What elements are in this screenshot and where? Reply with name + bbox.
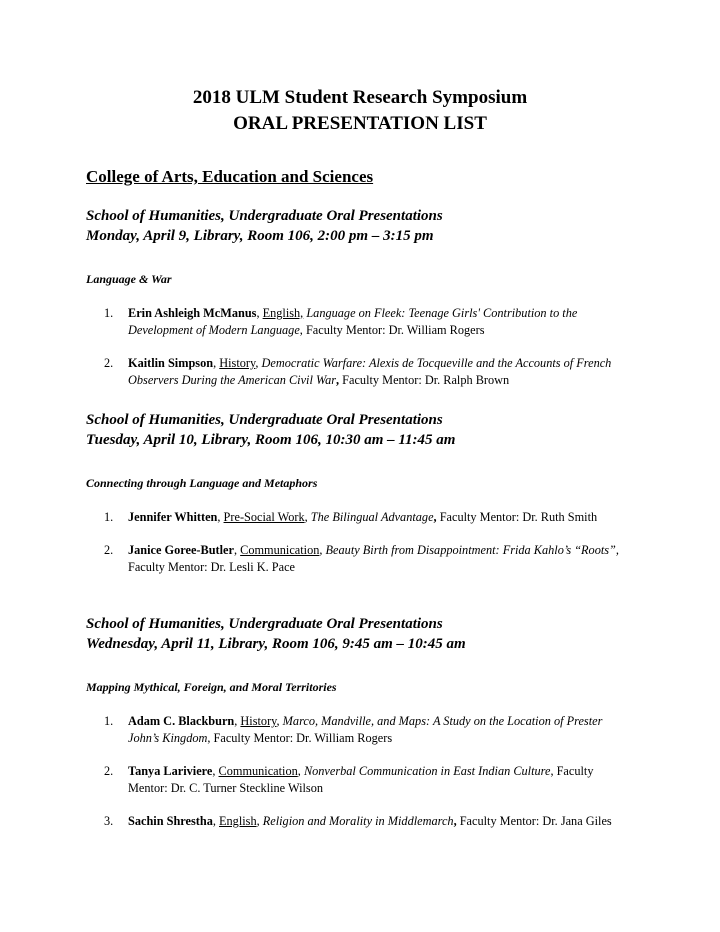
presentation-item: 3. Sachin Shrestha, English, Religion and Morality in Middlemarch, Faculty Mentor: Dr. Jana Giles	[104, 814, 612, 828]
section-tuesday	[86, 410, 636, 592]
session-datetime: Monday, April 9, Library, Room 106, 2:00 pm – 3:15 pm	[86, 228, 434, 244]
department: History	[219, 356, 256, 370]
presentation-title: Democratic Warfare: Alexis de Tocqueville and the Accounts of French Observers During the American Civil War	[128, 356, 612, 387]
presentation-list	[86, 305, 636, 389]
item-number: 1.	[104, 510, 114, 524]
faculty-mentor: Faculty Mentor: Dr. Lesli K. Pace	[128, 560, 295, 574]
presenter-name: Tanya Lariviere	[128, 764, 213, 778]
item-number: 1.	[104, 714, 114, 728]
faculty-mentor: Faculty Mentor: Dr. Ralph Brown	[342, 373, 510, 387]
page-title: 2018 ULM Student Research Symposium	[192, 87, 528, 108]
section-monday	[86, 206, 636, 405]
department: English	[219, 814, 257, 828]
session-datetime: Tuesday, April 10, Library, Room 106, 10:30 am – 11:45 am	[86, 432, 456, 448]
presenter-name: Jennifer Whitten	[128, 510, 218, 524]
faculty-mentor: Faculty Mentor: Dr. William Rogers	[305, 323, 485, 337]
department: English,	[262, 306, 304, 320]
faculty-mentor: Faculty Mentor: Dr. Jana Giles	[459, 814, 612, 828]
session-datetime: Wednesday, April 11, Library, Room 106, 9:45 am – 10:45 am	[86, 636, 466, 652]
presentation-item: 1. Adam C. Blackburn, History, Marco, Mandville, and Maps: A Study on the Location of Prester John’s Kingdom, Faculty Mentor: Dr. William Rogers	[104, 714, 603, 745]
presenter-name: Erin Ashleigh McManus	[128, 306, 257, 320]
presentation-title: Nonverbal Communication in East Indian Culture	[303, 764, 551, 778]
presentation-item: 1. Erin Ashleigh McManus, English, Language on Fleek: Teenage Girls' Contribution to the Development of Modern Language, Faculty Mentor: Dr. William Rogers	[104, 306, 578, 337]
session-title: Language & War	[86, 272, 172, 286]
faculty-mentor: Faculty Mentor: Dr. William Rogers	[213, 731, 393, 745]
department: History	[240, 714, 277, 728]
presentation-title: Marco, Mandville, and Maps: A Study on the Location of Prester John’s Kingdom	[128, 714, 603, 745]
presentation-item: 2. Kaitlin Simpson, History, Democratic Warfare: Alexis de Tocqueville and the Accounts of French Observers During the American Civil War, Faculty Mentor: Dr. Ralph Brown	[104, 356, 612, 387]
item-number: 2.	[104, 356, 114, 370]
item-number: 1.	[104, 306, 114, 320]
presentation-title: Religion and Morality in Middlemarch	[262, 814, 454, 828]
presentation-list	[86, 713, 636, 830]
faculty-mentor: Faculty Mentor: Dr. C. Turner Steckline Wilson	[128, 764, 594, 795]
session-title: Connecting through Language and Metaphors	[86, 476, 318, 490]
presentation-title: The Bilingual Advantage	[310, 510, 434, 524]
item-number: 2.	[104, 543, 114, 557]
item-number: 3.	[104, 814, 114, 828]
department: Communication	[240, 543, 320, 557]
page-subtitle: ORAL PRESENTATION LIST	[233, 113, 487, 134]
school-heading: School of Humanities, Undergraduate Oral Presentations	[86, 412, 443, 428]
presenter-name: Kaitlin Simpson	[128, 356, 214, 370]
presentation-item: 2. Janice Goree-Butler, Communication, Beauty Birth from Disappointment: Frida Kahlo’s “Roots”, Faculty Mentor: Dr. Lesli K. Pace	[104, 543, 619, 574]
presenter-name: Adam C. Blackburn	[128, 714, 235, 728]
department: Pre-Social Work	[223, 510, 305, 524]
presentation-item: 2. Tanya Lariviere, Communication, Nonverbal Communication in East Indian Culture, Faculty Mentor: Dr. C. Turner Steckline Wilson	[104, 764, 594, 795]
presentation-list	[86, 509, 636, 576]
presentation-item: 1. Jennifer Whitten, Pre-Social Work, The Bilingual Advantage, Faculty Mentor: Dr. Ruth Smith	[104, 510, 598, 524]
presenter-name: Sachin Shrestha	[128, 814, 213, 828]
faculty-mentor: Faculty Mentor: Dr. Ruth Smith	[439, 510, 598, 524]
presentation-title: Language on Fleek: Teenage Girls' Contribution to the Development of Modern Language	[128, 306, 578, 337]
section-wednesday	[86, 614, 636, 846]
school-heading: School of Humanities, Undergraduate Oral Presentations	[86, 616, 443, 632]
college-heading: College of Arts, Education and Sciences	[86, 167, 374, 186]
department: Communication	[218, 764, 298, 778]
item-number: 2.	[104, 764, 114, 778]
session-title: Mapping Mythical, Foreign, and Moral Territories	[86, 680, 337, 694]
presentation-title: Beauty Birth from Disappointment: Frida Kahlo’s “Roots”,	[325, 543, 619, 557]
school-heading: School of Humanities, Undergraduate Oral Presentations	[86, 208, 443, 224]
presenter-name: Janice Goree-Butler	[128, 543, 234, 557]
